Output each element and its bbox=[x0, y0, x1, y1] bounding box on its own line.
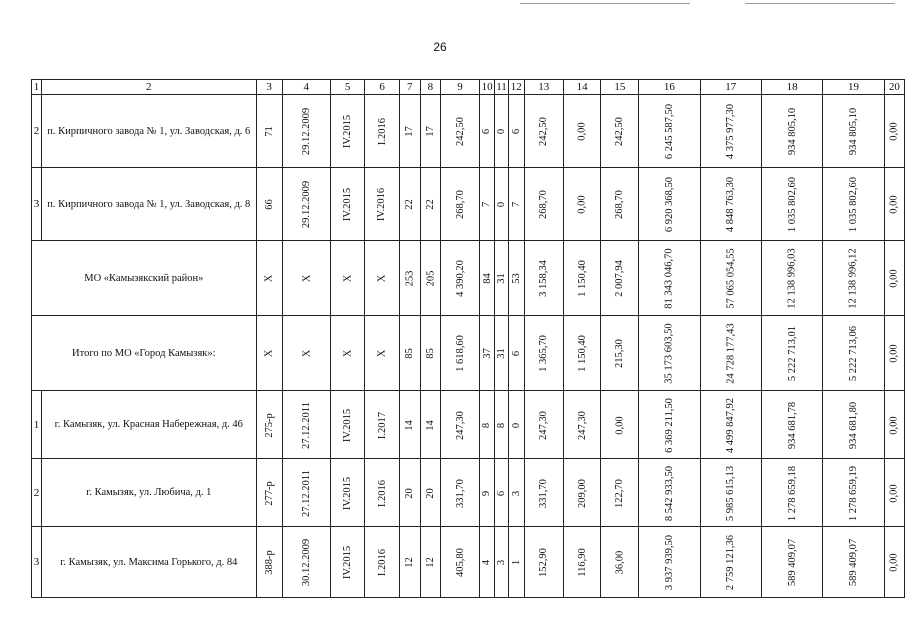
table-cell bbox=[256, 527, 282, 598]
cell-value: 29.12.2009 bbox=[300, 180, 312, 229]
table-cell bbox=[700, 391, 761, 459]
header-cell: 2 bbox=[41, 80, 256, 95]
table-cell bbox=[330, 316, 365, 391]
header-cell: 10 bbox=[479, 80, 494, 95]
table-cell bbox=[601, 527, 639, 598]
row-number: 3 bbox=[32, 168, 42, 241]
header-row bbox=[32, 80, 905, 95]
cell-value: 5 222 713,01 bbox=[786, 325, 798, 382]
table-cell bbox=[761, 168, 822, 241]
cell-value: 0,00 bbox=[576, 122, 588, 141]
table-cell bbox=[761, 95, 822, 168]
table-cell bbox=[700, 459, 761, 527]
header-cell: 17 bbox=[700, 80, 761, 95]
cell-value: 4 bbox=[481, 559, 493, 566]
cell-value: 84 bbox=[481, 273, 493, 284]
cell-value: 242,50 bbox=[454, 117, 466, 146]
cell-value: 0,00 bbox=[888, 122, 900, 141]
cell-value: 209,00 bbox=[576, 478, 588, 508]
table-cell bbox=[761, 459, 822, 527]
cell-value: 20 bbox=[424, 487, 436, 499]
table-cell bbox=[823, 95, 884, 168]
cell-value: 57 065 054,55 bbox=[725, 248, 737, 309]
header-cell: 18 bbox=[761, 80, 822, 95]
table-cell bbox=[420, 527, 441, 598]
cell-value: 6 245 587,50 bbox=[663, 103, 675, 160]
header-cell: 11 bbox=[496, 81, 507, 93]
table-cell bbox=[479, 391, 494, 459]
table-cell bbox=[639, 168, 700, 241]
cell-value: IV.2016 bbox=[376, 187, 388, 222]
table-cell bbox=[399, 241, 420, 316]
header-cell: 5 bbox=[330, 80, 365, 95]
table-cell bbox=[479, 168, 494, 241]
cell-value: 0,00 bbox=[888, 553, 900, 572]
cell-value: X bbox=[342, 274, 354, 283]
table-cell bbox=[601, 391, 639, 459]
table-cell bbox=[399, 391, 420, 459]
cell-value: 268,70 bbox=[538, 190, 550, 219]
table-cell bbox=[761, 391, 822, 459]
cell-value: 1 035 802,60 bbox=[848, 176, 860, 233]
table-cell bbox=[330, 95, 365, 168]
table-cell bbox=[479, 241, 494, 316]
header-cell: 16 bbox=[639, 80, 700, 95]
cell-value: 3 bbox=[496, 559, 508, 566]
table-cell bbox=[420, 316, 441, 391]
cell-value: 31 bbox=[496, 348, 508, 359]
cell-value: 27.12.2011 bbox=[300, 469, 312, 517]
table-cell bbox=[256, 459, 282, 527]
table-cell bbox=[399, 459, 420, 527]
header-cell: 1 bbox=[32, 80, 42, 95]
row-address: г. Камызяк, ул. Красная Набережная, д. 46 bbox=[41, 391, 256, 459]
summary-label: МО «Камызякский район» bbox=[32, 241, 257, 316]
cell-value: 1 035 802,60 bbox=[786, 176, 798, 233]
table-cell bbox=[365, 459, 400, 527]
table-row bbox=[32, 391, 905, 459]
cell-value: I.2016 bbox=[376, 548, 388, 577]
table-cell bbox=[441, 391, 480, 459]
table-cell bbox=[441, 316, 480, 391]
row-address: г. Камызяк, ул. Любича, д. 1 bbox=[41, 459, 256, 527]
cell-value: 29.12.2009 bbox=[300, 107, 312, 156]
cell-value: IV.2015 bbox=[342, 545, 354, 580]
table-cell bbox=[282, 459, 330, 527]
cell-value: 12 bbox=[424, 557, 436, 568]
table-cell bbox=[441, 527, 480, 598]
summary-row bbox=[32, 241, 905, 316]
cell-value: 277-р bbox=[263, 480, 275, 506]
cell-value: 6 920 368,50 bbox=[663, 176, 675, 233]
cell-value: 6 bbox=[510, 128, 522, 135]
cell-value: 0 bbox=[496, 128, 508, 135]
cell-value: 0 bbox=[496, 201, 508, 208]
header-cell: 6 bbox=[365, 80, 400, 95]
table-cell bbox=[420, 391, 441, 459]
table-cell bbox=[639, 316, 700, 391]
table-cell bbox=[761, 241, 822, 316]
table-cell bbox=[524, 168, 563, 241]
table-cell bbox=[884, 168, 904, 241]
table-cell bbox=[479, 95, 494, 168]
row-number: 1 bbox=[32, 391, 42, 459]
table-cell bbox=[479, 527, 494, 598]
table-cell bbox=[761, 316, 822, 391]
table-cell bbox=[884, 95, 904, 168]
table-cell bbox=[700, 95, 761, 168]
cell-value: 1 278 659,19 bbox=[848, 465, 860, 521]
table-cell bbox=[495, 391, 508, 459]
cell-value: 205 bbox=[424, 270, 436, 287]
table-cell bbox=[884, 241, 904, 316]
cell-value: 12 bbox=[404, 557, 416, 568]
cell-value: 35 173 603,50 bbox=[663, 323, 675, 384]
table-cell bbox=[365, 527, 400, 598]
cell-value: 27.12.2011 bbox=[300, 401, 312, 449]
table-cell bbox=[563, 391, 601, 459]
table-cell bbox=[330, 391, 365, 459]
table-cell bbox=[256, 316, 282, 391]
table-cell bbox=[256, 391, 282, 459]
table-cell bbox=[508, 95, 524, 168]
cell-value: X bbox=[263, 349, 275, 358]
cell-value: 122,70 bbox=[614, 478, 626, 508]
data-table bbox=[31, 79, 905, 598]
cell-value: 331,70 bbox=[454, 478, 466, 508]
cell-value: 152,90 bbox=[538, 548, 550, 577]
table-cell bbox=[700, 527, 761, 598]
summary-label: Итого по МО «Город Камызяк»: bbox=[32, 316, 257, 391]
cell-value: 0,00 bbox=[888, 483, 900, 503]
cell-value: 0,00 bbox=[888, 415, 900, 435]
table-cell bbox=[601, 459, 639, 527]
cell-value: 8 bbox=[496, 422, 508, 428]
table-cell bbox=[823, 391, 884, 459]
table-cell bbox=[420, 168, 441, 241]
table-cell bbox=[508, 168, 524, 241]
header-cell: 14 bbox=[563, 80, 601, 95]
cell-value: 1 278 659,18 bbox=[786, 465, 798, 521]
cell-value: 6 bbox=[481, 128, 493, 135]
table-cell bbox=[508, 527, 524, 598]
table-cell bbox=[282, 316, 330, 391]
cell-value: 6 bbox=[496, 490, 508, 496]
table-cell bbox=[282, 241, 330, 316]
table-row bbox=[32, 459, 905, 527]
cell-value: 0,00 bbox=[888, 269, 900, 288]
cell-value: 4 848 763,30 bbox=[725, 176, 737, 233]
cell-value: 589 409,07 bbox=[848, 538, 860, 587]
table-cell bbox=[479, 459, 494, 527]
cell-value: X bbox=[376, 349, 388, 358]
cell-value: I.2016 bbox=[376, 479, 388, 507]
cell-value: 275-р bbox=[263, 412, 275, 438]
table-cell bbox=[495, 168, 508, 241]
table-cell bbox=[563, 95, 601, 168]
cell-value: 247,30 bbox=[454, 410, 466, 440]
cell-value: 12 138 996,03 bbox=[786, 248, 798, 309]
cell-value: 331,70 bbox=[538, 478, 550, 508]
cell-value: 2 007,94 bbox=[614, 260, 626, 297]
table-cell bbox=[365, 241, 400, 316]
row-number: 2 bbox=[32, 95, 42, 168]
table-cell bbox=[330, 168, 365, 241]
table-cell bbox=[700, 316, 761, 391]
cell-value: X bbox=[300, 274, 312, 283]
table-cell bbox=[420, 459, 441, 527]
cell-value: IV.2015 bbox=[342, 187, 354, 222]
table-cell bbox=[399, 95, 420, 168]
table-cell bbox=[365, 391, 400, 459]
table-row bbox=[32, 95, 905, 168]
table-cell bbox=[563, 527, 601, 598]
table-cell bbox=[563, 241, 601, 316]
table-cell bbox=[639, 95, 700, 168]
table-row bbox=[32, 168, 905, 241]
table-cell bbox=[256, 168, 282, 241]
table-cell bbox=[282, 391, 330, 459]
header-cell: 7 bbox=[399, 80, 420, 95]
table-cell bbox=[823, 168, 884, 241]
cell-value: 36,00 bbox=[614, 550, 626, 575]
cell-value: 4 375 977,30 bbox=[725, 103, 737, 160]
table-cell bbox=[524, 391, 563, 459]
cell-value: 85 bbox=[404, 348, 416, 359]
cell-value: 7 bbox=[510, 201, 522, 208]
cell-value: 1 150,40 bbox=[576, 335, 588, 372]
table-cell bbox=[563, 459, 601, 527]
cell-value: 22 bbox=[404, 199, 416, 210]
cell-value: 388-р bbox=[263, 550, 275, 575]
table-cell bbox=[823, 316, 884, 391]
cell-value: IV.2015 bbox=[342, 114, 354, 149]
cell-value: 1 365,70 bbox=[538, 335, 550, 372]
header-cell: 20 bbox=[884, 80, 904, 95]
table-cell bbox=[884, 459, 904, 527]
cell-value: 247,30 bbox=[538, 410, 550, 440]
cell-value: 7 bbox=[481, 201, 493, 208]
table-cell bbox=[441, 168, 480, 241]
table-cell bbox=[700, 241, 761, 316]
header-cell: 8 bbox=[420, 80, 441, 95]
table-cell bbox=[495, 527, 508, 598]
cell-value: 116,90 bbox=[576, 548, 588, 577]
cell-value: 0,00 bbox=[888, 195, 900, 214]
table-cell bbox=[508, 241, 524, 316]
cell-value: 9 bbox=[481, 490, 493, 496]
table-cell bbox=[524, 316, 563, 391]
header-cell: 15 bbox=[601, 80, 639, 95]
cell-value: 3 158,34 bbox=[538, 260, 550, 297]
cell-value: X bbox=[376, 274, 388, 283]
top-rule-right bbox=[745, 3, 895, 4]
cell-value: 0,00 bbox=[614, 415, 626, 435]
cell-value: 22 bbox=[424, 199, 436, 210]
cell-value: I.2017 bbox=[376, 411, 388, 439]
table-cell bbox=[639, 241, 700, 316]
table-cell bbox=[365, 95, 400, 168]
table-cell bbox=[563, 316, 601, 391]
cell-value: 1 bbox=[510, 559, 522, 566]
cell-value: 2 759 121,36 bbox=[725, 534, 737, 591]
cell-value: 14 bbox=[404, 419, 416, 431]
cell-value: 934 805,10 bbox=[848, 107, 860, 156]
cell-value: 242,50 bbox=[614, 117, 626, 146]
cell-value: IV.2015 bbox=[342, 476, 354, 510]
cell-value: 24 728 177,43 bbox=[725, 323, 737, 384]
cell-value: 17 bbox=[404, 126, 416, 137]
table-cell bbox=[823, 459, 884, 527]
table-cell bbox=[282, 527, 330, 598]
table-cell bbox=[761, 527, 822, 598]
cell-value: 589 409,07 bbox=[786, 538, 798, 587]
cell-value: 0,00 bbox=[576, 195, 588, 214]
table-cell bbox=[420, 241, 441, 316]
table-cell bbox=[495, 95, 508, 168]
table-cell bbox=[256, 95, 282, 168]
header-cell: 19 bbox=[823, 80, 884, 95]
table-cell bbox=[282, 168, 330, 241]
cell-value: 53 bbox=[510, 273, 522, 284]
table-cell bbox=[563, 168, 601, 241]
table-cell bbox=[399, 527, 420, 598]
table-cell bbox=[884, 527, 904, 598]
cell-value: 85 bbox=[424, 348, 436, 359]
row-address: п. Кирпичного завода № 1, ул. Заводская, д. 6 bbox=[41, 95, 256, 168]
header-cell: 13 bbox=[524, 80, 563, 95]
table-cell bbox=[884, 391, 904, 459]
cell-value: 6 369 211,50 bbox=[663, 397, 675, 453]
header-cell: 9 bbox=[441, 80, 480, 95]
cell-value: 934 805,10 bbox=[786, 107, 798, 156]
cell-value: X bbox=[342, 349, 354, 358]
cell-value: 934 681,78 bbox=[786, 401, 798, 449]
table-cell bbox=[495, 459, 508, 527]
page-number: 26 bbox=[433, 40, 447, 54]
table-cell bbox=[601, 95, 639, 168]
cell-value: 37 bbox=[481, 348, 493, 359]
cell-value: 81 343 046,70 bbox=[663, 248, 675, 309]
cell-value: 247,30 bbox=[576, 410, 588, 440]
cell-value: 405,80 bbox=[454, 548, 466, 577]
cell-value: IV.2015 bbox=[342, 408, 354, 442]
table-cell bbox=[639, 459, 700, 527]
cell-value: 4 390,20 bbox=[454, 260, 466, 297]
table-cell bbox=[823, 527, 884, 598]
table-cell bbox=[639, 527, 700, 598]
table-cell bbox=[365, 316, 400, 391]
row-address: п. Кирпичного завода № 1, ул. Заводская, д. 8 bbox=[41, 168, 256, 241]
table-cell bbox=[479, 316, 494, 391]
table-cell bbox=[399, 168, 420, 241]
cell-value: 1 150,40 bbox=[576, 260, 588, 297]
table-cell bbox=[524, 241, 563, 316]
cell-value: 17 bbox=[424, 126, 436, 137]
row-address: г. Камызяк, ул. Максима Горького, д. 84 bbox=[41, 527, 256, 598]
table-cell bbox=[700, 168, 761, 241]
cell-value: 268,70 bbox=[614, 190, 626, 219]
row-number: 2 bbox=[32, 459, 42, 527]
table-cell bbox=[365, 168, 400, 241]
table-cell bbox=[508, 391, 524, 459]
table-cell bbox=[495, 316, 508, 391]
cell-value: 5 985 615,13 bbox=[725, 465, 737, 521]
table-cell bbox=[330, 459, 365, 527]
table-cell bbox=[508, 459, 524, 527]
cell-value: X bbox=[300, 349, 312, 358]
table-cell bbox=[282, 95, 330, 168]
table-cell bbox=[601, 241, 639, 316]
header-cell: 4 bbox=[282, 80, 330, 95]
table-cell bbox=[524, 527, 563, 598]
cell-value: 4 499 847,92 bbox=[725, 397, 737, 453]
table-cell bbox=[399, 316, 420, 391]
cell-value: 0,00 bbox=[888, 344, 900, 363]
table-row bbox=[32, 527, 905, 598]
summary-row bbox=[32, 316, 905, 391]
cell-value: 6 bbox=[510, 350, 522, 357]
cell-value: 8 542 933,50 bbox=[663, 465, 675, 521]
cell-value: I.2016 bbox=[376, 117, 388, 146]
cell-value: 8 bbox=[481, 422, 493, 428]
cell-value: 0 bbox=[510, 422, 522, 428]
table-cell bbox=[884, 316, 904, 391]
cell-value: 3 bbox=[510, 490, 522, 496]
header-cell: 3 bbox=[256, 80, 282, 95]
cell-value: 20 bbox=[404, 487, 416, 499]
table-cell bbox=[441, 459, 480, 527]
cell-value: 242,50 bbox=[538, 117, 550, 146]
cell-value: 934 681,80 bbox=[848, 401, 860, 449]
cell-value: 268,70 bbox=[454, 190, 466, 219]
table-cell bbox=[524, 459, 563, 527]
table-cell bbox=[639, 391, 700, 459]
cell-value: 253 bbox=[404, 270, 416, 287]
table-cell bbox=[420, 95, 441, 168]
table-cell bbox=[256, 241, 282, 316]
table-cell bbox=[441, 95, 480, 168]
cell-value: 30.12.2009 bbox=[300, 538, 312, 587]
header-cell: 12 bbox=[508, 80, 524, 95]
row-number: 3 bbox=[32, 527, 42, 598]
cell-value: 215,30 bbox=[614, 339, 626, 368]
cell-value: 12 138 996,12 bbox=[848, 248, 860, 309]
cell-value: 14 bbox=[424, 419, 436, 431]
table-cell bbox=[441, 241, 480, 316]
table-cell bbox=[823, 241, 884, 316]
table-cell bbox=[601, 316, 639, 391]
table-cell bbox=[508, 316, 524, 391]
table-cell bbox=[330, 241, 365, 316]
cell-value: 66 bbox=[263, 199, 275, 210]
cell-value: 31 bbox=[496, 273, 508, 284]
table-cell bbox=[601, 168, 639, 241]
table-cell bbox=[495, 241, 508, 316]
top-rule-left bbox=[520, 3, 690, 4]
cell-value: 5 222 713,06 bbox=[848, 325, 860, 382]
cell-value: 1 618,60 bbox=[454, 335, 466, 372]
table-cell bbox=[524, 95, 563, 168]
cell-value: 3 937 939,50 bbox=[663, 534, 675, 591]
table-cell bbox=[330, 527, 365, 598]
cell-value: X bbox=[263, 274, 275, 283]
cell-value: 71 bbox=[263, 126, 275, 137]
